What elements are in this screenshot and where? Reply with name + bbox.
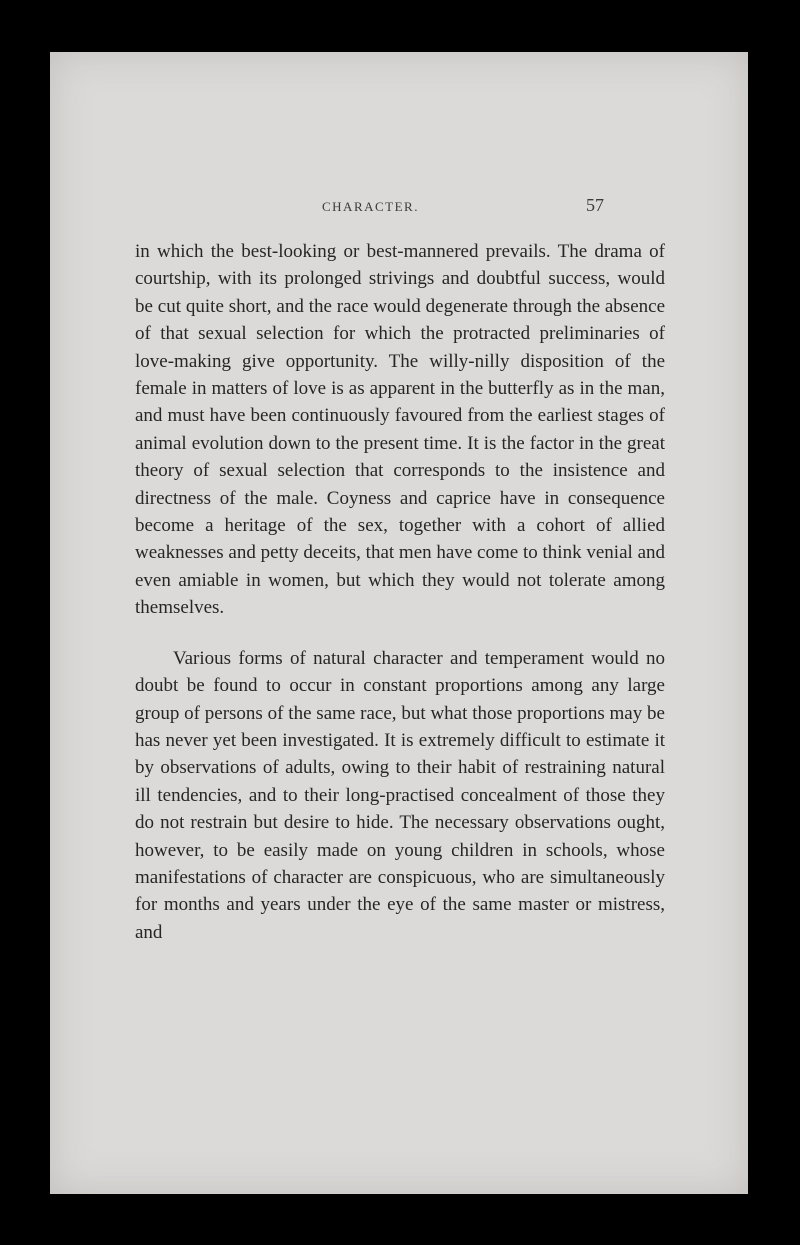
paragraph-2: Various forms of natural character and temperament would no doubt be found to occur in constant proportions among any large group of persons of the same race, but what those proportions may be has never yet been investigated. It is extremely difficult to estimate it by observations of adults, owing to their habit of restraining natural ill tendencies, and to their long-practised concealment of those they do not restrain but desire to hide. The necessary observations ought, however, to be easily made on young children in schools, whose manifestations of character are conspicuous, who are simultaneously for months and years under the eye of the same master or mistress, and [135,647,665,943]
page-number: 57 [586,195,604,215]
body-text [135,238,665,946]
book-page [50,52,748,1194]
running-head [50,195,748,223]
paragraph-1: in which the best-looking or best-mannered prevails. The drama of courtship, with its prolonged strivings and doubtful success, would be cut quite short, and the race would degenerate through the absence of that sexual selection for which the protracted preliminaries of love-making give opportunity. The willy-nilly disposition of the female in matters of love is as apparent in the butterfly as in the man, and must have been continuously favoured from the earliest stages of animal evolution down to the present time. It is the factor in the great theory of sexual selection that corresponds to the insistence and directness of the male. Coyness and caprice have in consequence become a heritage of the sex, together with a cohort of allied weaknesses and petty deceits, that men have come to think venial and even amiable in women, but which they would not tolerate among themselves. [135,241,665,619]
running-title: CHARACTER. [322,199,419,214]
